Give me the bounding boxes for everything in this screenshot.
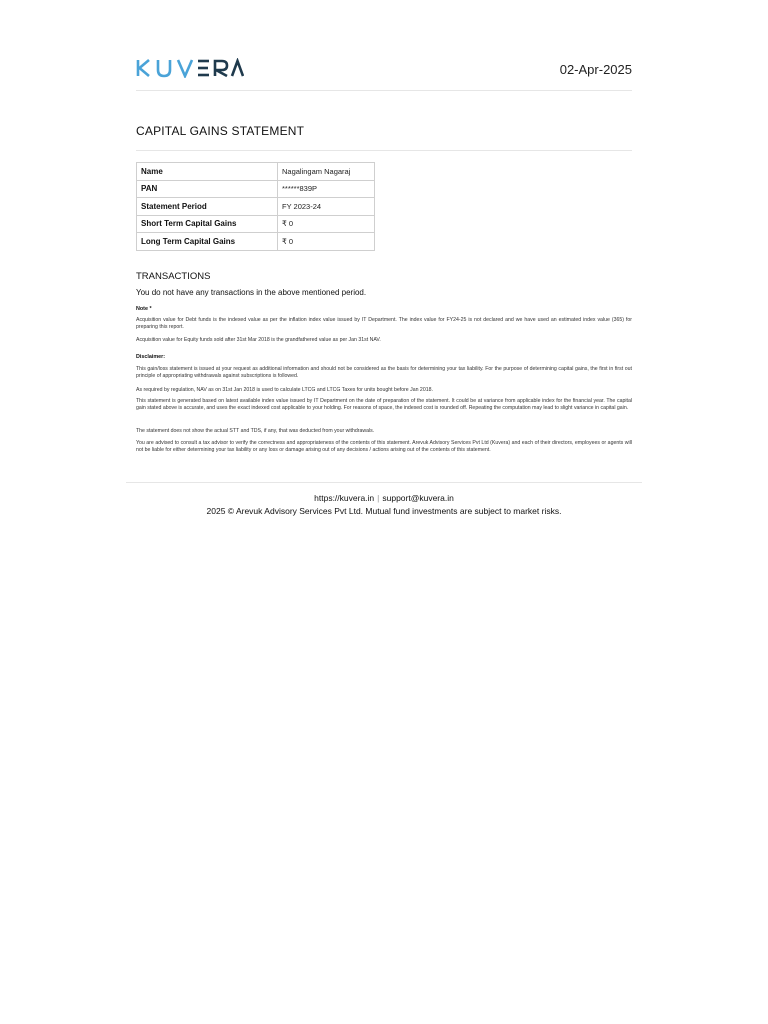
row-value: FY 2023-24 <box>278 198 375 216</box>
footer-copyright: 2025 © Arevuk Advisory Services Pvt Ltd. Mutual fund investments are subject to market risks. <box>206 506 562 516</box>
footer-separator: | <box>377 493 380 503</box>
row-label: PAN <box>137 180 278 198</box>
table-row <box>137 215 375 233</box>
disclaimer-paragraph: The statement does not show the actual STT and TDS, if any, that was deducted from your withdrawals. <box>136 428 375 434</box>
row-value: Nagalingam Nagaraj <box>278 163 375 181</box>
disclaimer-paragraph: This statement is generated based on latest available index value issued by IT Department on the date of preparation of the statement. It could be at variance from applicable index for the financial year. The capital gain stated above is accurate, and uses the exact indexed cost applicable to your holding. For reasons of space, the indexed cost is rounded off. Repeating the computation may lead to slight variance in capital gain. <box>136 398 632 412</box>
disclaimer-paragraph: As required by regulation, NAV as on 31st Jan 2018 is used to calculate LTCG and LTCG Taxes for units bought before Jan 2018. <box>136 387 433 393</box>
row-label: Long Term Capital Gains <box>137 233 278 251</box>
row-value: ******839P <box>278 180 375 198</box>
kuvera-logo <box>136 58 244 82</box>
row-label: Name <box>137 163 278 181</box>
support-email-link[interactable]: support@kuvera.in <box>382 493 454 503</box>
kuvera-logo-icon <box>136 58 244 78</box>
table-row <box>137 180 375 198</box>
note-paragraph: Acquisition value for Debt funds is the indexed value as per the inflation index value issued by IT Department. The index value for FY24-25 is not declared and we have used an estimated index value (365) for preparing this report. <box>136 317 632 331</box>
summary-table <box>136 162 375 251</box>
row-value: ₹ 0 <box>278 233 375 251</box>
transactions-heading: TRANSACTIONS <box>136 271 211 282</box>
statement-date: 02-Apr-2025 <box>559 62 632 77</box>
website-link[interactable]: https://kuvera.in <box>314 493 375 503</box>
transactions-empty-message: You do not have any transactions in the above mentioned period. <box>136 288 367 297</box>
table-row <box>137 198 375 216</box>
note-heading: Note * <box>136 306 152 312</box>
note-paragraph: Acquisition value for Equity funds sold after 31st Mar 2018 is the grandfathered value as per Jan 31st NAV. <box>136 337 381 343</box>
statement-title: CAPITAL GAINS STATEMENT <box>136 124 305 138</box>
page-header <box>136 56 632 90</box>
footer-links <box>0 493 768 503</box>
disclaimer-heading: Disclaimer: <box>136 354 166 360</box>
footer-divider <box>126 482 642 483</box>
title-divider <box>136 150 632 151</box>
row-value: ₹ 0 <box>278 215 375 233</box>
header-divider <box>136 90 632 91</box>
disclaimer-paragraph: This gain/loss statement is issued at your request as additional information and should not be considered as the basis for determining your tax liability. For the purpose of determining capital gains, the first in first out principle of appropriating withdrawals against subscriptions is followed. <box>136 366 632 380</box>
table-row <box>137 233 375 251</box>
disclaimer-paragraph: You are advised to consult a tax advisor to verify the correctness and appropriateness of the contents of this statement. Arevuk Advisory Services Pvt Ltd (Kuvera) and each of their directors, employees or agents will not be liable for either determining your tax liability or any loss or damage arising out of any decisions / actions arising out of the contents of this statement. <box>136 440 632 454</box>
row-label: Statement Period <box>137 198 278 216</box>
table-row <box>137 163 375 181</box>
row-label: Short Term Capital Gains <box>137 215 278 233</box>
